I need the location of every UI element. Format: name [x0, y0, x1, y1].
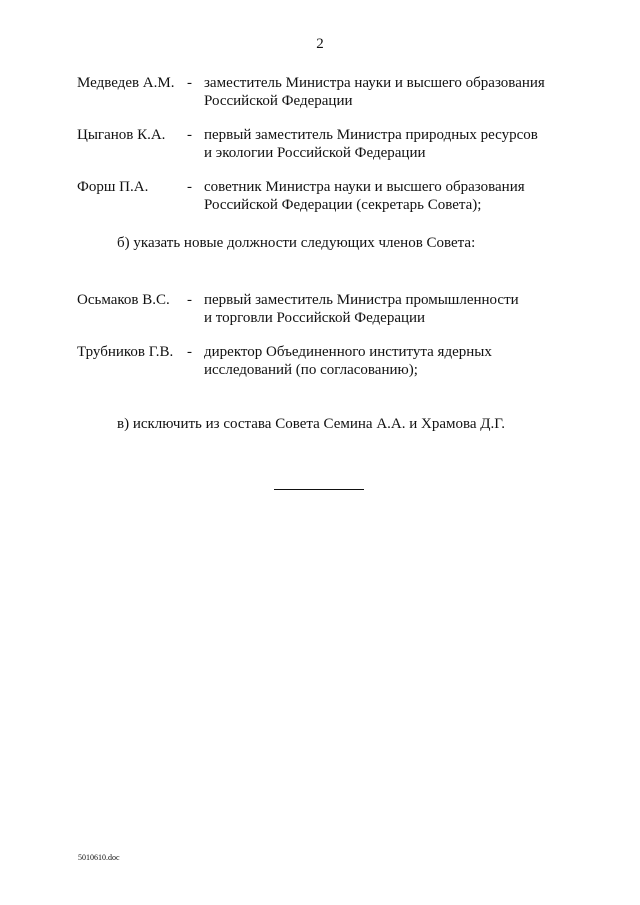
position-line: Российской Федерации (секретарь Совета); [204, 197, 482, 213]
position-line: первый заместитель Министра природных ресурсов [204, 127, 538, 143]
member-position [204, 291, 584, 327]
closing-separator-line [274, 489, 364, 490]
member-name: Осьмаков В.С. [77, 292, 170, 308]
position-line: и торговли Российской Федерации [204, 310, 426, 326]
member-name: Форш П.А. [77, 179, 149, 195]
section-b-heading: б) указать новые должности следующих членов Совета: [117, 235, 476, 251]
position-line: директор Объединенного института ядерных [204, 344, 492, 360]
member-dash: - [187, 179, 192, 195]
member-position [204, 74, 584, 110]
section-c-text: в) исключить из состава Совета Семина А.А. и Храмова Д.Г. [117, 416, 506, 432]
member-dash: - [187, 292, 192, 308]
file-name: 5010610.doc [78, 853, 120, 862]
position-line: Российской Федерации [204, 93, 353, 109]
member-dash: - [187, 127, 192, 143]
position-line: заместитель Министра науки и высшего образования [204, 75, 545, 91]
position-line: исследований (по согласованию); [204, 362, 418, 378]
position-line: советник Министра науки и высшего образования [204, 179, 525, 195]
position-line: и экологии Российской Федерации [204, 145, 426, 161]
member-name: Трубников Г.В. [77, 344, 174, 360]
member-position [204, 343, 584, 379]
page-number: 2 [316, 36, 324, 52]
member-name: Медведев А.М. [77, 75, 175, 91]
member-position [204, 126, 584, 162]
position-line: первый заместитель Министра промышленности [204, 292, 519, 308]
member-dash: - [187, 344, 192, 360]
member-name: Цыганов К.А. [77, 127, 166, 143]
member-dash: - [187, 75, 192, 91]
member-position [204, 178, 584, 214]
